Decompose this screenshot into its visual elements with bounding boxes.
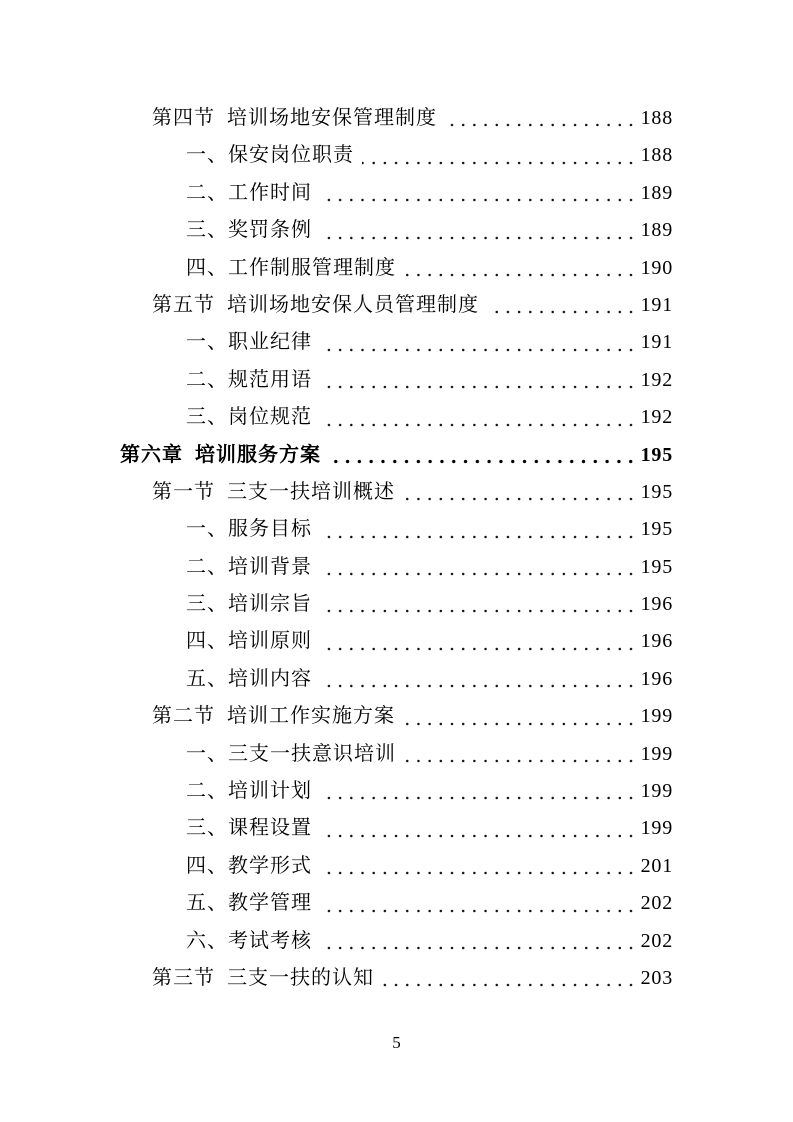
dot-leader <box>329 437 637 474</box>
dot-leader <box>320 511 637 548</box>
toc-item-entry <box>120 586 673 623</box>
page-number: 5 <box>392 1033 401 1052</box>
toc-entry-page-number: 201 <box>640 854 673 877</box>
toc-entry-page-number: 190 <box>640 256 673 279</box>
toc-entry-title: 第三节 三支一扶的认知 <box>152 966 374 989</box>
dot-leader <box>320 212 637 249</box>
toc-entry-page-number: 199 <box>640 780 673 803</box>
dot-leader <box>445 100 637 137</box>
dot-leader <box>320 923 637 960</box>
dot-leader <box>404 250 637 287</box>
toc-entry-title: 三、岗位规范 <box>186 406 312 429</box>
toc-entry-title: 五、培训内容 <box>186 667 312 690</box>
toc-item-entry <box>120 324 673 361</box>
toc-entry-title: 四、培训原则 <box>186 630 312 653</box>
toc-entry-page-number: 196 <box>640 593 673 616</box>
toc-entry-title: 五、教学管理 <box>186 892 312 915</box>
dot-leader <box>487 287 637 324</box>
dot-leader <box>403 474 637 511</box>
toc-chapter-entry <box>120 437 673 474</box>
toc-entry-title: 三、奖罚条例 <box>186 219 312 242</box>
toc-item-entry <box>120 137 673 174</box>
toc-entry-title: 一、保安岗位职责 <box>186 144 354 167</box>
toc-entry-page-number: 191 <box>640 293 673 316</box>
toc-entry-title: 六、考试考核 <box>186 929 312 952</box>
toc-entry-title: 第二节 培训工作实施方案 <box>152 705 395 728</box>
toc-entry-title: 四、工作制服管理制度 <box>186 256 396 279</box>
toc-item-entry <box>120 212 673 249</box>
toc-section-entry <box>120 698 673 735</box>
toc-item-entry <box>120 885 673 922</box>
dot-leader <box>320 586 637 623</box>
dot-leader <box>320 848 637 885</box>
toc-entry-page-number: 202 <box>640 929 673 952</box>
toc-entry-page-number: 189 <box>640 181 673 204</box>
toc-entry-title: 第四节 培训场地安保管理制度 <box>152 107 437 129</box>
toc-item-entry <box>120 175 673 212</box>
toc-entry-page-number: 199 <box>640 705 673 728</box>
toc-entry-page-number: 191 <box>640 331 673 354</box>
toc-entry-page-number: 195 <box>640 443 673 466</box>
toc-entry-title: 第一节 三支一扶培训概述 <box>152 480 395 503</box>
toc-item-entry <box>120 362 673 399</box>
toc-entry-title: 二、规范用语 <box>186 368 312 391</box>
dot-leader <box>320 362 637 399</box>
dot-leader <box>320 661 637 698</box>
toc-entry-title: 第五节 培训场地安保人员管理制度 <box>152 293 479 316</box>
toc-item-entry <box>120 399 673 436</box>
toc-item-entry <box>120 923 673 960</box>
toc-item-entry <box>120 549 673 586</box>
toc-entry-title: 第六章 培训服务方案 <box>120 443 321 466</box>
toc-item-entry <box>120 661 673 698</box>
toc-entry-page-number: 199 <box>640 742 673 765</box>
toc-section-entry <box>120 960 673 997</box>
toc-item-entry <box>120 623 673 660</box>
table-of-contents <box>120 100 673 997</box>
toc-entry-title: 三、培训宗旨 <box>186 593 312 616</box>
toc-entry-title: 二、培训计划 <box>186 780 312 803</box>
toc-entry-page-number: 188 <box>640 107 673 129</box>
toc-entry-page-number: 202 <box>640 892 673 915</box>
dot-leader <box>320 324 637 361</box>
dot-leader <box>362 137 637 174</box>
toc-section-entry <box>120 287 673 324</box>
dot-leader <box>403 698 637 735</box>
toc-item-entry <box>120 848 673 885</box>
toc-entry-page-number: 188 <box>640 144 673 167</box>
toc-section-entry <box>120 474 673 511</box>
toc-entry-title: 二、工作时间 <box>186 181 312 204</box>
dot-leader <box>320 773 637 810</box>
toc-section-entry <box>120 100 673 137</box>
toc-entry-page-number: 195 <box>640 555 673 578</box>
toc-entry-page-number: 196 <box>640 667 673 690</box>
toc-item-entry <box>120 810 673 847</box>
dot-leader <box>320 399 637 436</box>
dot-leader <box>404 736 637 773</box>
toc-item-entry <box>120 773 673 810</box>
toc-item-entry <box>120 736 673 773</box>
toc-entry-page-number: 195 <box>640 518 673 541</box>
toc-entry-page-number: 189 <box>640 219 673 242</box>
dot-leader <box>320 885 637 922</box>
toc-entry-title: 一、职业纪律 <box>186 331 312 354</box>
toc-item-entry <box>120 511 673 548</box>
toc-entry-page-number: 192 <box>640 406 673 429</box>
toc-item-entry <box>120 250 673 287</box>
toc-entry-title: 二、培训背景 <box>186 555 312 578</box>
toc-entry-page-number: 192 <box>640 368 673 391</box>
toc-entry-title: 三、课程设置 <box>186 817 312 840</box>
toc-entry-title: 四、教学形式 <box>186 854 312 877</box>
toc-entry-page-number: 199 <box>640 817 673 840</box>
toc-entry-page-number: 196 <box>640 630 673 653</box>
dot-leader <box>320 810 637 847</box>
toc-entry-title: 一、服务目标 <box>186 518 312 541</box>
dot-leader <box>320 175 637 212</box>
toc-entry-page-number: 203 <box>640 966 673 989</box>
toc-entry-page-number: 195 <box>640 480 673 503</box>
dot-leader <box>382 960 637 997</box>
dot-leader <box>320 623 637 660</box>
dot-leader <box>320 549 637 586</box>
toc-entry-title: 一、三支一扶意识培训 <box>186 742 396 765</box>
